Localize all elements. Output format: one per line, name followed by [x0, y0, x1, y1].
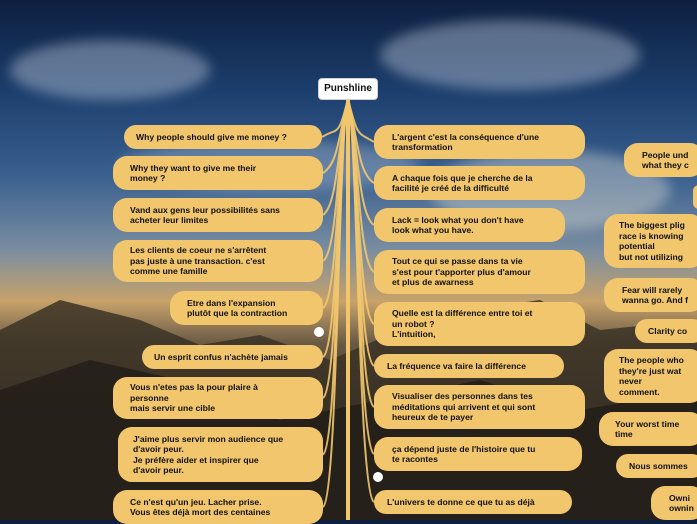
right-node-7[interactable]: Visualiser des personnes dans tes méditations qui arrivent et qui sont heureux de te payer	[374, 385, 585, 429]
right-node-8[interactable]: ça dépend juste de l'histoire que tu te racontes	[374, 437, 582, 471]
collapse-dot-right[interactable]	[373, 472, 383, 482]
right-node-9[interactable]: L'univers te donne ce que tu as déjà	[374, 490, 572, 514]
left-node-7[interactable]: Vous n'etes pas la pour plaire à personne mais servir une cible	[113, 377, 323, 419]
left-node-1[interactable]: Why people should give me money ?	[124, 125, 322, 149]
right-node-1[interactable]: L'argent c'est la conséquence d'une transformation	[374, 125, 585, 159]
far-right-node-7[interactable]: Nous sommes	[616, 454, 697, 478]
far-right-stub-1	[693, 185, 697, 209]
right-node-3[interactable]: Lack = look what you don't have look what you have.	[374, 208, 565, 242]
far-right-node-6[interactable]: Your worst time time	[599, 412, 697, 446]
right-node-2[interactable]: A chaque fois que je cherche de la facilité je créé de la difficulté	[374, 166, 585, 200]
collapse-dot-left[interactable]	[314, 327, 324, 337]
left-node-9[interactable]: Ce n'est qu'un jeu. Lacher prise. Vous êtes déjà mort des centaines	[113, 490, 323, 524]
right-node-5[interactable]: Quelle est la différence entre toi et un robot ? L'intuition,	[374, 302, 585, 346]
far-right-node-3[interactable]: Fear will rarely wanna go. And f	[604, 278, 697, 312]
far-right-node-4[interactable]: Clarity co	[635, 319, 697, 343]
root-node[interactable]: Punshline	[319, 79, 377, 99]
right-node-6[interactable]: La fréquence va faire la différence	[374, 354, 564, 378]
left-node-8[interactable]: J'aime plus servir mon audience que d'avoir peur. Je préfère aider et inspirer que d'avoir peur.	[118, 427, 323, 482]
left-node-2[interactable]: Why they want to give me their money ?	[113, 156, 323, 190]
far-right-node-5[interactable]: The people who they're just wat never comment.	[604, 349, 697, 403]
far-right-node-2[interactable]: The biggest plig race is knowing potential but not utilizing	[604, 214, 697, 268]
left-node-6[interactable]: Un esprit confus n'achète jamais	[142, 345, 323, 369]
left-node-5[interactable]: Etre dans l'expansion plutôt que la contraction	[170, 291, 323, 325]
right-node-4[interactable]: Tout ce qui se passe dans ta vie s'est pour t'apporter plus d'amour et plus de awarness	[374, 250, 585, 294]
left-node-3[interactable]: Vand aux gens leur possibilités sans acheter leur limites	[113, 198, 323, 232]
far-right-node-8[interactable]: Owni ownin	[651, 486, 697, 520]
far-right-node-1[interactable]: People und what they c	[624, 143, 697, 177]
left-node-4[interactable]: Les clients de coeur ne s'arrêtent pas juste à une transaction. c'est comme une famille	[113, 240, 323, 282]
